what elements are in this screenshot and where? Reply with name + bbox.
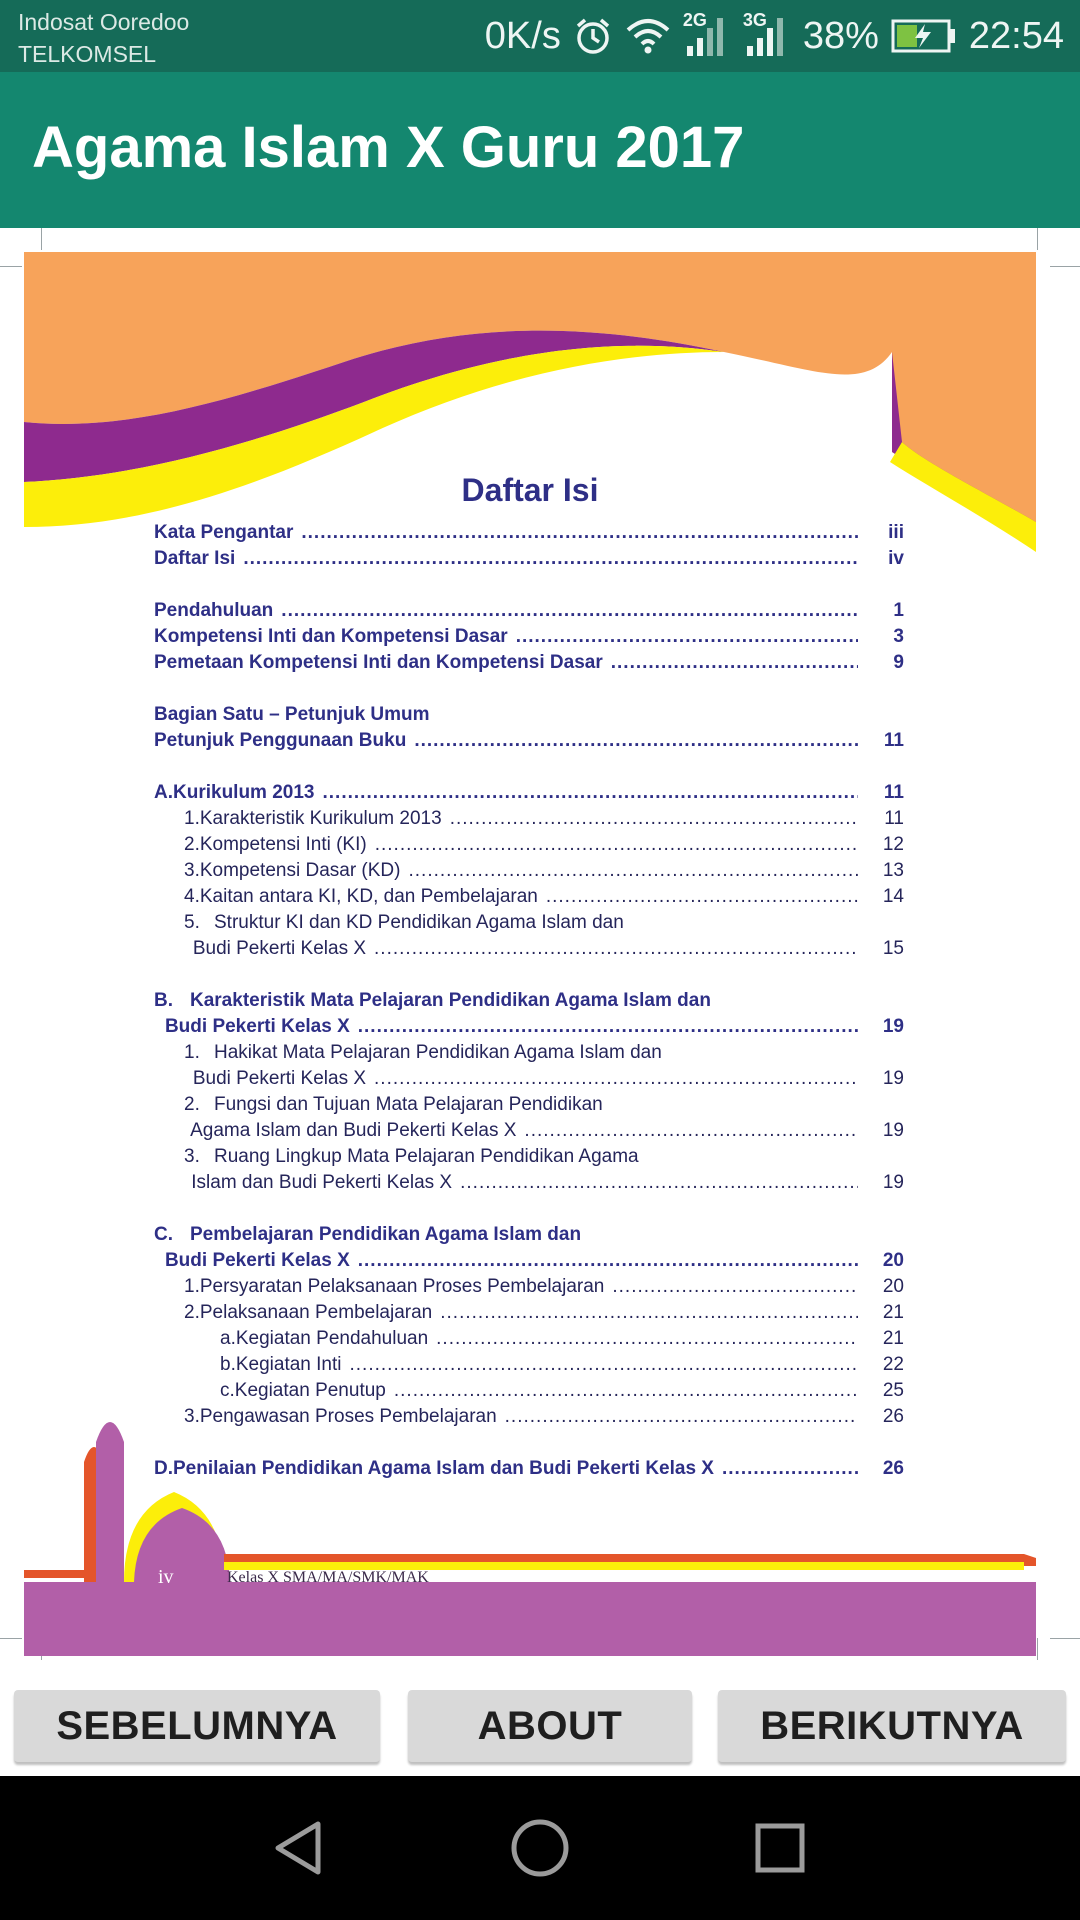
signal-icon [742, 10, 791, 56]
toc-entry-title: Pengawasan Proses Pembelajaran [199, 1406, 497, 1427]
toc-entry-title: Kegiatan Inti [235, 1354, 342, 1375]
clock: 22:54 [968, 14, 1064, 57]
toc-entry-page: 13 [882, 860, 904, 881]
toc-entry [154, 990, 904, 1016]
toc-entry [154, 808, 904, 834]
battery-charging-icon [891, 18, 957, 54]
toc-entry-page: 19 [882, 1068, 904, 1089]
toc-leader-dots [436, 1328, 858, 1350]
toc-entry-title: Bagian Satu – Petunjuk Umum [154, 704, 430, 725]
book-page [24, 252, 1036, 1656]
toc-leader-dots [524, 1120, 858, 1142]
toc-entry-title: Persyaratan Pelaksanaan Proses Pembelajaran [199, 1276, 605, 1297]
toc-entry-number: a. [220, 1328, 236, 1349]
back-icon[interactable] [264, 1812, 336, 1884]
toc-entry [154, 912, 904, 938]
toc-entry-number: D. [154, 1458, 173, 1479]
toc-entry-page: 11 [883, 782, 904, 803]
toc-entry-title: Fungsi dan Tujuan Mata Pelajaran Pendidikan [214, 1094, 603, 1115]
toc-entry [154, 1224, 904, 1250]
toc-entry-number: b. [220, 1354, 236, 1375]
toc-entry-title: Kompetensi Dasar (KD) [199, 860, 401, 881]
toc-entry-page: 19 [882, 1172, 904, 1193]
toc-entry-number: c. [220, 1380, 235, 1401]
toc-entry [154, 1302, 904, 1328]
wifi-icon [625, 16, 671, 56]
toc-entry-title: Hakikat Mata Pelajaran Pendidikan Agama Islam dan [214, 1042, 662, 1063]
toc-entry-title: Kompetensi Inti dan Kompetensi Dasar [154, 626, 508, 647]
toc-entry-number: 5. [184, 912, 200, 933]
toc-entry [154, 1016, 904, 1042]
toc-leader-dots [414, 730, 858, 752]
toc-entry [154, 1406, 904, 1432]
toc-leader-dots [546, 886, 858, 908]
toc-entry-title: Karakteristik Kurikulum 2013 [199, 808, 442, 829]
app-title: Agama Islam X Guru 2017 [32, 115, 745, 180]
toc-leader-dots [408, 860, 858, 882]
toc-leader-dots [611, 652, 858, 674]
toc-entry-number: 2. [184, 1302, 200, 1323]
toc-entry [154, 626, 904, 652]
toc-entry-number: 4. [184, 886, 200, 907]
footer-line-left [24, 1570, 84, 1578]
signal-2g-label: 2G [682, 10, 707, 30]
toc-entry [154, 704, 904, 730]
toc-entry [154, 600, 904, 626]
previous-button[interactable]: SEBELUMNYA [14, 1690, 380, 1762]
toc-entry-number: A. [154, 782, 173, 803]
toc-entry-title: Pembelajaran Pendidikan Agama Islam dan [190, 1224, 582, 1245]
crop-mark [1037, 228, 1038, 250]
signal-3g-label: 3G [742, 10, 767, 30]
carrier-1: Indosat Ooredoo [18, 9, 190, 35]
toc-entry-title: Kompetensi Inti (KI) [199, 834, 367, 855]
recents-icon[interactable] [744, 1812, 816, 1884]
app-bar [0, 72, 1080, 228]
carrier-info [18, 6, 189, 70]
toc-heading: Daftar Isi [461, 472, 599, 508]
crop-mark [41, 228, 42, 250]
toc-leader-dots [301, 522, 858, 544]
toc-entry-title: Pendahuluan [154, 600, 274, 621]
toc-entry [154, 730, 904, 756]
footer-label: Kelas X SMA/MA/SMK/MAK [227, 1569, 429, 1586]
toc-entry-title: Agama Islam dan Budi Pekerti Kelas X [190, 1120, 517, 1141]
crop-mark [0, 1638, 22, 1639]
footer-page-number: iv [158, 1566, 174, 1588]
toc-entry-number: 1. [184, 1276, 200, 1297]
toc-entry-page: 3 [893, 626, 904, 647]
toc-leader-dots [394, 1380, 858, 1402]
toc-leader-dots [612, 1276, 858, 1298]
carrier-2: TELKOMSEL [18, 41, 157, 67]
toc-entry [154, 548, 904, 574]
minaret-purple [96, 1422, 124, 1582]
document-viewer[interactable] [0, 228, 1080, 1660]
toc-entry-title: Daftar Isi [154, 548, 236, 569]
toc-entry-title: Kata Pengantar [154, 522, 294, 543]
toc-entry-page: 21 [882, 1328, 904, 1349]
toc-entry-number: 3. [184, 860, 200, 881]
toc-leader-dots [440, 1302, 858, 1324]
toc-entry-page: 9 [893, 652, 904, 673]
toc-entry-page: 19 [882, 1120, 904, 1141]
toc-entry-page: 15 [882, 938, 904, 959]
toc-entry [154, 1146, 904, 1172]
toc-entry-title: Kegiatan Pendahuluan [235, 1328, 429, 1349]
status-bar [0, 0, 1080, 72]
toc-entry-title: Budi Pekerti Kelas X [164, 1016, 350, 1037]
toc-entry-title: Kegiatan Penutup [234, 1380, 386, 1401]
toc-entry [154, 1094, 904, 1120]
toc-entry-number: 2. [184, 1094, 200, 1115]
toc-leader-dots [350, 1354, 859, 1376]
toc-entry-title: Budi Pekerti Kelas X [192, 1068, 367, 1089]
toc-entry-number: 1. [184, 808, 200, 829]
toc-entry [154, 1172, 904, 1198]
toc-entry-title: Budi Pekerti Kelas X [164, 1250, 350, 1271]
next-button[interactable]: BERIKUTNYA [718, 1690, 1066, 1762]
toc-entry [154, 886, 904, 912]
toc-entry-number: 2. [184, 834, 200, 855]
toc-entry-title: Kaitan antara KI, KD, dan Pembelajaran [199, 886, 538, 907]
system-navigation-bar [0, 1776, 1080, 1920]
toc-leader-dots [450, 808, 858, 830]
toc-entry-title: Islam dan Budi Pekerti Kelas X [191, 1172, 453, 1193]
toc-entry-title: Pemetaan Kompetensi Inti dan Kompetensi Dasar [154, 652, 603, 673]
alarm-icon [573, 16, 613, 56]
toc-entry-page: 25 [882, 1380, 904, 1401]
toc-entry-number: 1. [184, 1042, 200, 1063]
toc-entry [154, 938, 904, 964]
toc-leader-dots [722, 1458, 858, 1480]
toc-leader-dots [374, 938, 858, 960]
toc-leader-dots [281, 600, 858, 622]
toc-entry [154, 522, 904, 548]
battery-percent: 38% [802, 14, 879, 57]
toc-entry [154, 1458, 904, 1484]
toc-entry-title: Kurikulum 2013 [173, 782, 315, 803]
toc-entry-title: Karakteristik Mata Pelajaran Pendidikan Agama Islam dan [190, 990, 711, 1011]
toc-leader-dots [243, 548, 858, 570]
toc-entry [154, 860, 904, 886]
navigation-buttons [0, 1660, 1080, 1776]
toc-entry-page: 26 [882, 1458, 904, 1479]
toc-entry-number: 3. [184, 1146, 200, 1167]
toc-entry-page: 22 [882, 1354, 904, 1375]
about-button[interactable]: ABOUT [408, 1690, 692, 1762]
toc-entry-page: 12 [882, 834, 904, 855]
home-icon[interactable] [504, 1812, 576, 1884]
toc-entry-page: 26 [882, 1406, 904, 1427]
net-speed: 0K/s [484, 14, 561, 57]
footer-band [24, 1582, 1036, 1656]
toc-entry-title: Struktur KI dan KD Pendidikan Agama Islam dan [214, 912, 624, 933]
toc-leader-dots [323, 782, 859, 804]
toc-leader-dots [375, 834, 858, 856]
toc-entry [154, 1328, 904, 1354]
toc-leader-dots [516, 626, 858, 648]
toc-entry-page: 20 [882, 1276, 904, 1297]
toc-entry-number: 3. [184, 1406, 200, 1427]
status-icons [485, 8, 1064, 64]
toc-entry-page: iv [888, 548, 904, 569]
toc-leader-dots [505, 1406, 858, 1428]
toc-leader-dots [460, 1172, 858, 1194]
toc-entry [154, 1380, 904, 1406]
toc-entry-title: Penilaian Pendidikan Agama Islam dan Budi Pekerti Kelas X [173, 1458, 714, 1479]
toc-leader-dots [358, 1016, 858, 1038]
toc-leader-dots [358, 1250, 858, 1272]
toc-entry-page: 20 [882, 1250, 904, 1271]
toc-entry-title: Ruang Lingkup Mata Pelajaran Pendidikan Agama [214, 1146, 639, 1167]
toc-entry [154, 1250, 904, 1276]
toc-entry [154, 652, 904, 678]
toc-entry-title: Pelaksanaan Pembelajaran [199, 1302, 433, 1323]
toc-entry-page: iii [888, 522, 904, 543]
toc-entry [154, 782, 904, 808]
toc-leader-dots [374, 1068, 858, 1090]
toc-entry-page: 1 [893, 600, 904, 621]
toc-entry [154, 1120, 904, 1146]
signal-icon [682, 10, 731, 56]
toc-entry-page: 19 [882, 1016, 904, 1037]
crop-mark [1037, 1638, 1038, 1660]
toc-entry-page: 14 [882, 886, 904, 907]
toc-entry-title: Petunjuk Penggunaan Buku [154, 730, 407, 751]
toc-entry-page: 11 [883, 730, 904, 751]
crop-mark [1050, 266, 1080, 267]
toc-entry [154, 834, 904, 860]
toc-entry [154, 1042, 904, 1068]
toc-entry [154, 1354, 904, 1380]
toc-entry [154, 1276, 904, 1302]
crop-mark [1050, 1638, 1080, 1639]
toc-entry-page: 11 [884, 808, 904, 829]
crop-mark [0, 266, 22, 267]
toc-entry-page: 21 [882, 1302, 904, 1323]
toc-entry-title: Budi Pekerti Kelas X [192, 938, 367, 959]
toc-entry-number: C. [154, 1224, 173, 1245]
toc-entry-number: B. [154, 990, 173, 1011]
toc-entry [154, 1068, 904, 1094]
